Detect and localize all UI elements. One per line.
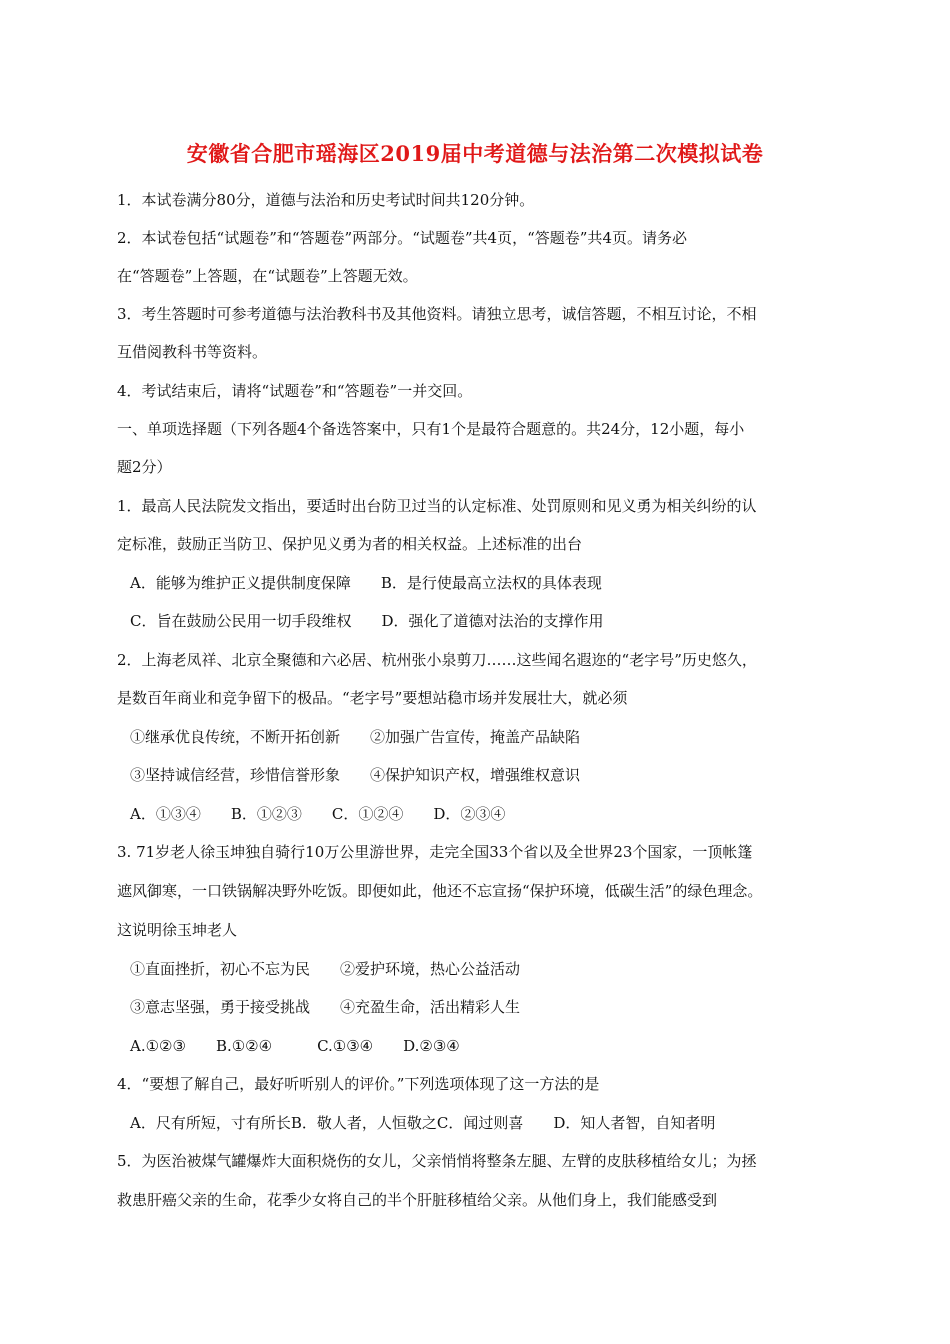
notice-line: 3．考生答题时可参考道德与法治教科书及其他资料。请独立思考，诚信答题，不相互讨论，不相 (117, 305, 757, 323)
page-title: 安徽省合肥市瑶海区2019届中考道德与法治第二次模拟试卷 (186, 141, 764, 166)
question-1-stem: 1．最高人民法院发文指出，要适时出台防卫过当的认定标准、处罚原则和见义勇为相关纠纷的认 (117, 497, 757, 515)
notice-line: 4．考试结束后，请将“试题卷”和“答题卷”一并交回。 (117, 382, 473, 400)
section-heading: 一、单项选择题（下列各题4个备选答案中，只有1个是最符合题意的。共24分，12小题，每小 (117, 420, 745, 438)
question-2-stem: 是数百年商业和竞争留下的极品。“老字号”要想站稳市场并发展壮大，就必须 (117, 689, 628, 707)
question-5-stem: 救患肝癌父亲的生命，花季少女将自己的半个肝脏移植给父亲。从他们身上，我们能感受到 (117, 1191, 718, 1209)
question-3-items: ③意志坚强，勇于接受挑战 ④充盈生命，活出精彩人生 (130, 998, 521, 1016)
question-3-items: ①直面挫折，初心不忘为民 ②爱护环境，热心公益活动 (130, 960, 521, 978)
question-1-options: C．旨在鼓励公民用一切手段维权 D．强化了道德对法治的支撑作用 (130, 612, 604, 630)
section-heading: 题2分） (117, 458, 172, 476)
question-1-options: A．能够为维护正义提供制度保障 B．是行使最高立法权的具体表现 (130, 574, 602, 592)
question-4-options: A．尺有所短，寸有所长B．敬人者，人恒敬之C．闻过则喜 D．知人者智，自知者明 (130, 1114, 716, 1132)
question-2-items: ①继承优良传统，不断开拓创新 ②加强广告宣传，掩盖产品缺陷 (130, 728, 581, 746)
notice-line: 2．本试卷包括“试题卷”和“答题卷”两部分。“试题卷”共4页，“答题卷”共4页。请务必 (117, 229, 687, 247)
notice-line: 1．本试卷满分80分，道德与法治和历史考试时间共120分钟。 (117, 191, 535, 209)
question-2-items: ③坚持诚信经营，珍惜信誉形象 ④保护知识产权，增强维权意识 (130, 766, 581, 784)
notice-line: 在“答题卷”上答题，在“试题卷”上答题无效。 (117, 267, 418, 285)
question-3-stem: 遮风御寒，一口铁锅解决野外吃饭。即便如此，他还不忘宣扬“保护环境，低碳生活”的绿色理念。 (117, 882, 763, 900)
question-3-stem: 这说明徐玉坤老人 (117, 921, 238, 939)
question-3-stem: 3. 71岁老人徐玉坤独自骑行10万公里游世界，走完全国33个省以及全世界23个国家，一顶帐篷 (117, 843, 753, 861)
question-3-options: A.①②③ B.①②④ C.①③④ D.②③④ (130, 1037, 460, 1055)
question-4-stem: 4．“要想了解自己，最好听听别人的评价。”下列选项体现了这一方法的是 (117, 1075, 600, 1093)
question-2-stem: 2．上海老凤祥、北京全聚德和六必居、杭州张小泉剪刀……这些闻名遐迩的“老字号”历史悠久， (117, 651, 757, 669)
question-2-options: A．①③④ B．①②③ C．①②④ D．②③④ (130, 805, 506, 823)
question-5-stem: 5．为医治被煤气罐爆炸大面积烧伤的女儿，父亲悄悄将整条左腿、左臂的皮肤移植给女儿；为拯 (117, 1152, 757, 1170)
question-1-stem: 定标准，鼓励正当防卫、保护见义勇为者的相关权益。上述标准的出台 (117, 535, 583, 553)
notice-line: 互借阅教科书等资料。 (117, 343, 268, 361)
